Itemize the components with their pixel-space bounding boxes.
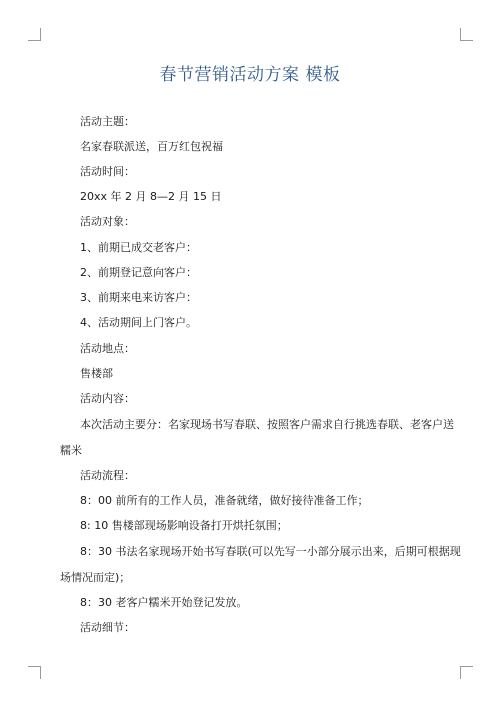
crop-mark-top-left xyxy=(28,28,41,41)
heading-theme: 活动主题： xyxy=(80,115,135,128)
list-item-audience-3: 3、前期来电来访客户： xyxy=(80,291,197,304)
heading-process: 活动流程： xyxy=(80,469,135,482)
paragraph-time: 20xx 年 2 月 8—2 月 15 日 xyxy=(80,190,222,203)
list-item-audience-2: 2、前期登记意向客户： xyxy=(80,266,197,279)
heading-content: 活动内容： xyxy=(80,392,135,405)
process-step-1: 8：00 前所有的工作人员，准备就绪，做好接待准备工作； xyxy=(80,494,369,507)
process-step-4: 8：30 老客户糯米开始登记发放。 xyxy=(80,596,248,609)
list-item-audience-1: 1、前期已成交老客户： xyxy=(80,241,197,254)
heading-location: 活动地点： xyxy=(80,342,135,355)
process-step-2: 8: 10 售楼部现场影响设备打开烘托氛围； xyxy=(80,519,288,532)
paragraph-location: 售楼部 xyxy=(80,367,113,380)
paragraph-content: 本次活动主要分：名家现场书写春联、按照客户需求自行挑选春联、老客户送糯米 xyxy=(60,418,454,457)
crop-mark-top-right xyxy=(460,28,473,41)
process-step-3: 8：30 书法名家现场开始书写春联(可以先写一小部分展示出来，后期可根据现场情况而定)； xyxy=(60,545,461,584)
crop-mark-bottom-left xyxy=(28,666,41,679)
heading-time: 活动时间： xyxy=(80,165,135,178)
list-item-audience-4: 4、活动期间上门客户。 xyxy=(80,316,197,329)
crop-mark-bottom-right xyxy=(460,666,473,679)
paragraph-theme: 名家春联派送，百万红包祝福 xyxy=(80,140,223,153)
heading-audience: 活动对象： xyxy=(80,215,135,228)
heading-details: 活动细节： xyxy=(80,621,135,634)
document-title: 春节营销活动方案 模板 xyxy=(159,65,341,85)
